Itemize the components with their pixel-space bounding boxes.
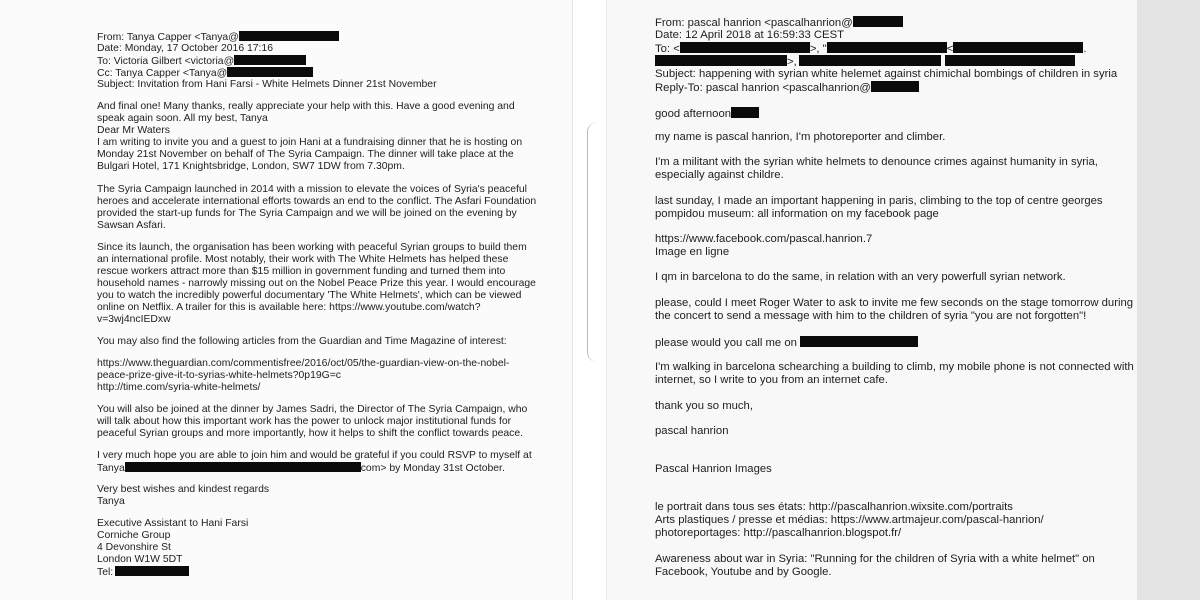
greeting-text: good afternoon [655, 108, 732, 120]
body-line: Dear Mr Waters [97, 125, 170, 136]
guardian-link-continued[interactable]: peace-prize-give-it-to-syrias-white-helmets?0p19G=c [97, 370, 341, 381]
reply-to-text: Reply-To: pascal hanrion <pascalhanrion@ [655, 82, 871, 94]
greeting-line [655, 107, 759, 121]
artmajeur-link-line[interactable]: Arts plastiques / presse et médias: https://www.artmajeur.com/pascal-hanrion/ [655, 514, 1044, 526]
email-subject-line: Subject: Invitation from Hani Farsi - White Helmets Dinner 21st November [97, 79, 437, 90]
redaction-bar [125, 462, 361, 472]
body-line: The Syria Campaign launched in 2014 with a mission to elevate the voices of Syria's peaceful [97, 184, 527, 195]
signature-city: London W1W 5DT [97, 554, 183, 565]
signature-name: pascal hanrion [655, 425, 729, 437]
to-text: To: Victoria Gilbert <victoria@ [97, 56, 235, 67]
body-line: will talk about how this important work has the power to unlock major institutional funds for [97, 416, 512, 427]
body-line: You may also find the following articles from the Guardian and Time Magazine of interest: [97, 336, 507, 347]
redaction-bar [953, 42, 1083, 53]
guardian-link[interactable]: https://www.theguardian.com/commentisfree/2016/oct/05/the-guardian-view-on-the-nobel- [97, 358, 510, 369]
body-line: please, could I meet Roger Water to ask to invite me few seconds on the stage tomorrow during [655, 297, 1134, 309]
scroll-bracket [587, 122, 600, 362]
body-line: Bulgari Hotel, 171 Knightsbridge, London, SW7 1DW from 7.30pm. [97, 161, 405, 172]
facebook-link[interactable]: https://www.facebook.com/pascal.hanrion.7 [655, 233, 873, 245]
image-placeholder-text: Image en ligne [655, 246, 730, 258]
call-me-line [655, 336, 918, 350]
email-date-line: Date: Monday, 17 October 2016 17:16 [97, 43, 273, 54]
signature-address: 4 Devonshire St [97, 542, 171, 553]
time-link[interactable]: http://time.com/syria-white-helmets/ [97, 382, 261, 393]
body-line: speak again soon. All my best, Tanya [97, 113, 268, 124]
body-line: heroes and accelerate international efforts towards an end to the conflict. The Asfari Foundation [97, 196, 537, 207]
signature-brand: Pascal Hanrion Images [655, 463, 772, 475]
rsvp-line [97, 462, 505, 475]
body-line: I'm a militant with the syrian white helmets to denounce crimes against humanity in syria, [655, 156, 1098, 168]
body-line: my name is pascal hanrion, I'm photoreporter and climber. [655, 131, 946, 143]
body-line: Awareness about war in Syria: "Running for the children of Syria with a white helmet" on [655, 553, 1095, 565]
body-line: I am writing to invite you and a guest to join Hani at a fundraising dinner that he is hosting on [97, 137, 523, 148]
call-me-text: please would you call me on [655, 337, 797, 349]
tel-label: Tel: [97, 567, 114, 578]
redaction-bar [234, 55, 306, 65]
body-line: an international profile. Most notably, their work with The White Helmets has helped these [97, 254, 509, 265]
body-line: Facebook, Youtube and by Google. [655, 566, 832, 578]
body-line: pompidou museum: all information on my facebook page [655, 208, 939, 220]
body-line: provided the start-up funds for The Syria Campaign and we will be joined on the evening by [97, 208, 517, 219]
redaction-bar [655, 55, 787, 66]
to-separator: >, " [809, 43, 827, 55]
email-reply-to-line [655, 81, 919, 95]
redaction-bar [799, 55, 941, 66]
right-margin [1137, 0, 1200, 600]
body-line: the concert to send a message with him to the children of syria "you are not forgotten"! [655, 310, 1087, 322]
email-from-line [655, 16, 903, 30]
signature-name: Tanya [97, 496, 125, 507]
body-line: Sawsan Asfari. [97, 220, 166, 231]
right-email-document [606, 0, 1137, 600]
from-text: From: Tanya Capper <Tanya@ [97, 32, 239, 43]
redaction-bar [853, 16, 903, 27]
email-date-line: Date: 12 April 2018 at 16:59:33 CEST [655, 29, 845, 41]
to-prefix: To: < [655, 43, 680, 55]
body-line: internet, so I write to you from an internet cafe. [655, 374, 888, 386]
rsvp-suffix: com> by Monday 31st October. [360, 463, 505, 474]
body-line: last sunday, I made an important happening in paris, climbing to the top of centre georges [655, 195, 1103, 207]
body-line: I very much hope you are able to join him and would be grateful if you could RSVP to myself at [97, 450, 532, 461]
from-text: From: pascal hanrion <pascalhanrion@ [655, 17, 853, 29]
body-line: peaceful Syrian groups and more importantly, how it helps to shift the conflict towards peace. [97, 428, 524, 439]
email-cc-line [655, 55, 1075, 69]
body-line: And final one! Many thanks, really appreciate your help with this. Have a good evening and [97, 101, 515, 112]
body-line: thank you so much, [655, 400, 753, 412]
signature-title: Executive Assistant to Hani Farsi [97, 518, 249, 529]
body-line: household names - narrowly missing out on the Nobel Peace Prize this year. I would encourage [97, 278, 536, 289]
to-separator: < [946, 43, 954, 55]
redaction-bar [871, 81, 919, 92]
body-line: especially against childre. [655, 169, 784, 181]
body-line: You will also be joined at the dinner by James Sadri, the Director of The Syria Campaign, who [97, 404, 528, 415]
redaction-bar [680, 42, 810, 53]
cc-text: Cc: Tanya Capper <Tanya@ [97, 68, 228, 79]
email-subject-line: Subject: happening with syrian white helemet against chimichal bombings of children in syria [655, 68, 1118, 80]
blog-link-line[interactable]: photoreportages: http://pascalhanrion.blogspot.fr/ [655, 527, 902, 539]
body-line: Since its launch, the organisation has been working with peaceful Syrian groups to build them [97, 242, 527, 253]
redaction-bar [800, 336, 918, 347]
body-line: I qm in barcelona to do the same, in relation with an very powerfull syrian network. [655, 271, 1066, 283]
redaction-bar [945, 55, 1075, 66]
left-email-document [0, 0, 573, 600]
redaction-bar [227, 67, 313, 77]
redaction-bar [827, 42, 947, 53]
signature-tel [97, 566, 189, 579]
cc-separator: >, [787, 56, 797, 68]
redaction-bar [239, 31, 339, 41]
to-end: . [1083, 43, 1087, 55]
body-line: you to watch the incredibly powerful documentary 'The White Helmets', which can be viewed [97, 290, 522, 301]
closing-line: Very best wishes and kindest regards [97, 484, 270, 495]
body-line: v=3wj4ncIEDxw [97, 314, 171, 325]
portrait-link-line[interactable]: le portrait dans tous ses états: http://pascalhanrion.wixsite.com/portraits [655, 501, 1013, 513]
rsvp-prefix: Tanya [97, 463, 125, 474]
body-line: rescue workers attract more than $15 million in government funding and turned them into [97, 266, 506, 277]
body-line: online on Netflix. A trailer for this is available here: https://www.youtube.com/watch? [97, 302, 481, 313]
body-line: Monday 21st November on behalf of The Syria Campaign. The dinner will take place at the [97, 149, 514, 160]
redaction-bar [731, 107, 759, 118]
redaction-bar [115, 566, 189, 576]
body-line: I'm walking in barcelona schearching a building to climb, my mobile phone is not connected with [655, 361, 1134, 373]
signature-company: Corniche Group [97, 530, 171, 541]
email-to-line [655, 42, 1086, 56]
